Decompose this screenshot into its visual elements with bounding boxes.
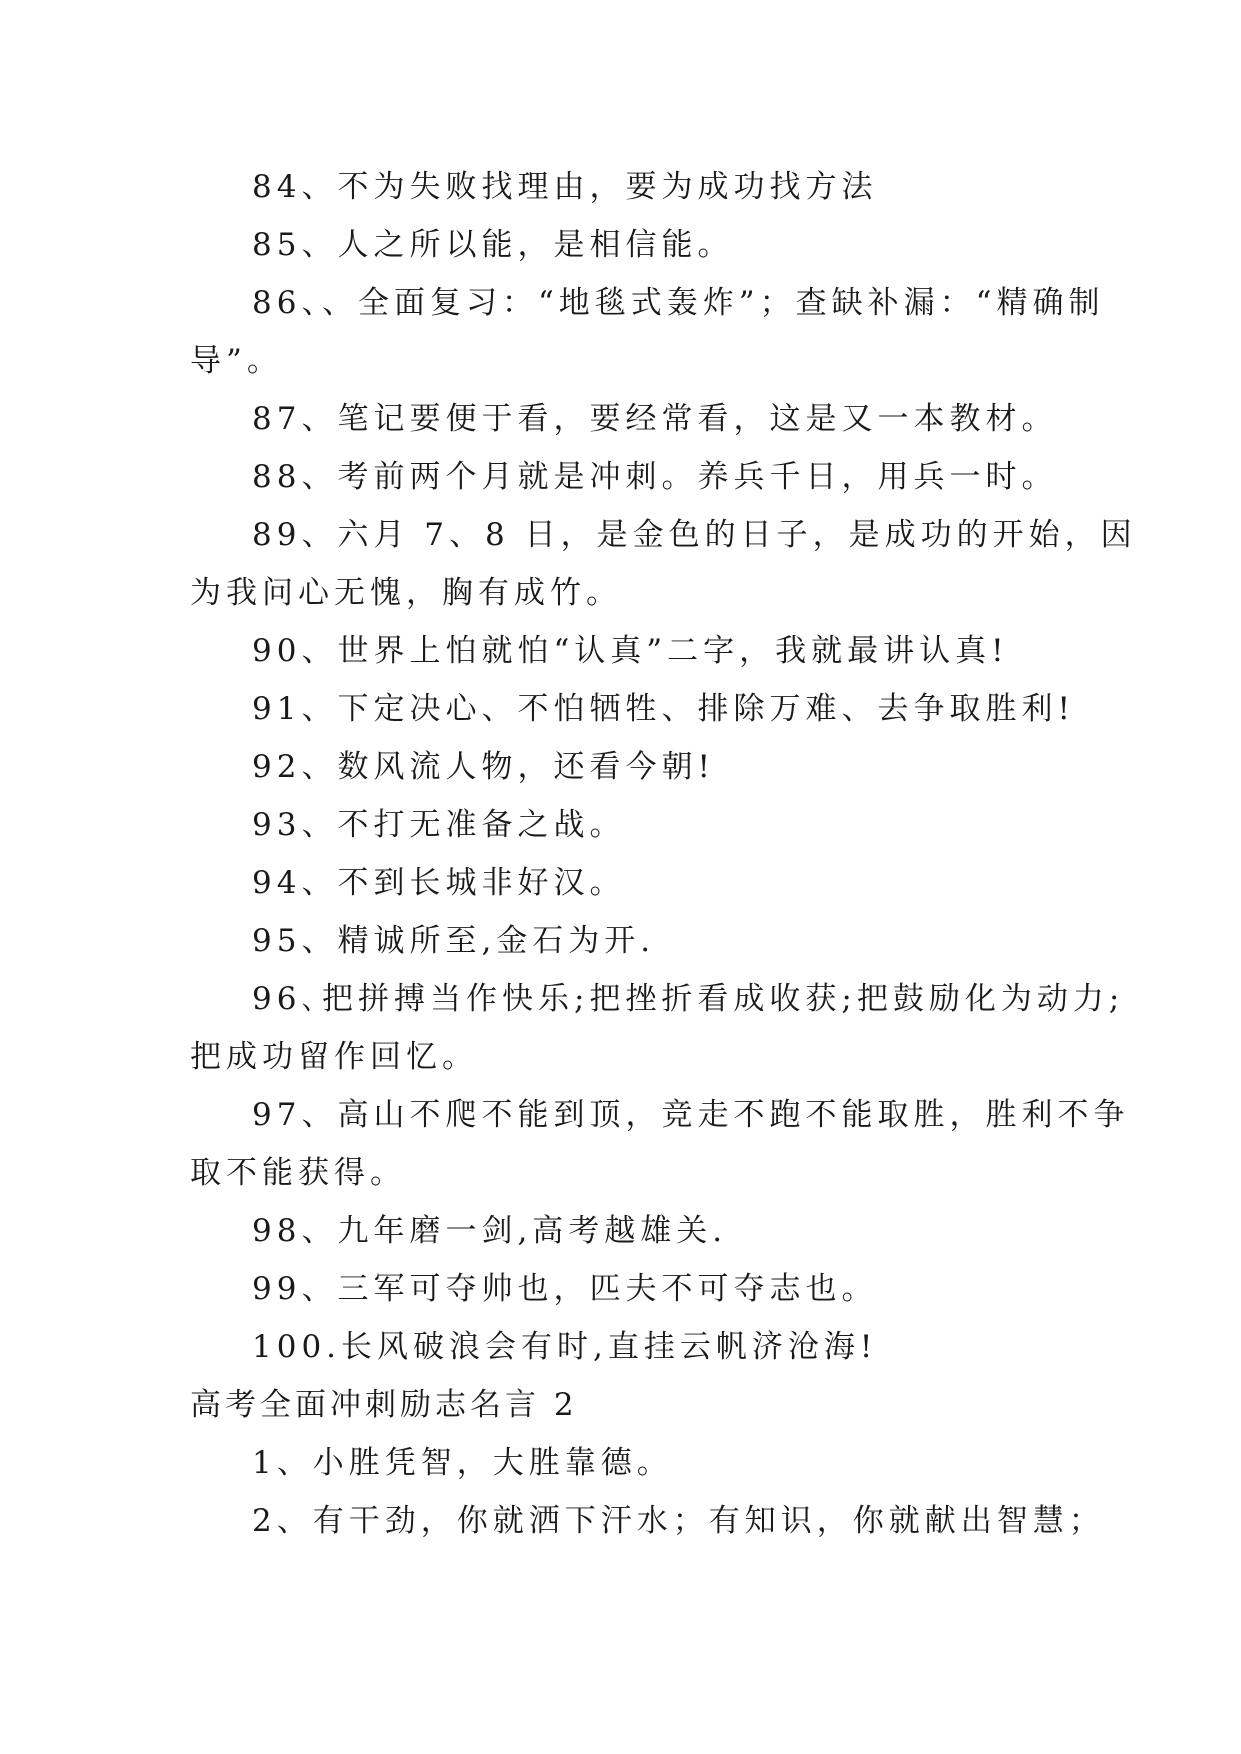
text-line: 2、有干劲，你就洒下汗水；有知识，你就献出智慧；	[252, 1503, 1105, 1539]
text-line: 97、高山不爬不能到顶，竞走不跑不能取胜，胜利不争	[252, 1097, 1130, 1133]
text-line: 91、下定决心、不怕牺牲、排除万难、去争取胜利!	[252, 691, 1075, 727]
text-line: 84、不为失败找理由，要为成功找方法	[252, 169, 878, 205]
text-line: 98、九年磨一剑,高考越雄关.	[252, 1213, 728, 1249]
text-line: 95、精诚所至,金石为开.	[252, 923, 656, 959]
document-body	[190, 158, 1137, 1550]
text-line: 85、人之所以能，是相信能。	[252, 227, 734, 263]
text-line: 92、数风流人物，还看今朝!	[252, 749, 715, 785]
text-line: 把成功留作回忆。	[190, 1039, 478, 1075]
text-line: 取不能获得。	[190, 1155, 406, 1191]
text-line: 89、六月 7、8 日，是金色的日子，是成功的开始，因	[252, 517, 1137, 553]
text-line: 88、考前两个月就是冲刺。养兵千日，用兵一时。	[252, 459, 1058, 495]
text-line: 为我问心无愧，胸有成竹。	[190, 575, 622, 611]
text-line: 导”。	[190, 343, 283, 379]
text-line: 90、世界上怕就怕“认真”二字，我就最讲认真!	[252, 633, 1009, 669]
section-heading: 高考全面冲刺励志名言 2	[190, 1387, 578, 1423]
text-line: 93、不打无准备之战。	[252, 807, 626, 843]
text-line: 1、小胜凭智，大胜靠德。	[252, 1445, 673, 1481]
text-line: 87、笔记要便于看，要经常看，这是又一本教材。	[252, 401, 1058, 437]
text-line: 96､把拼搏当作快乐;把挫折看成收获;把鼓励化为动力;	[252, 981, 1125, 1017]
text-line: 86、、全面复习：“地毯式轰炸”；查缺补漏：“精确制	[252, 285, 1105, 321]
text-line: 99、三军可夺帅也，匹夫不可夺志也。	[252, 1271, 878, 1307]
text-line: 100.长风破浪会有时,直挂云帆济沧海!	[252, 1329, 878, 1365]
text-line: 94、不到长城非好汉。	[252, 865, 626, 901]
